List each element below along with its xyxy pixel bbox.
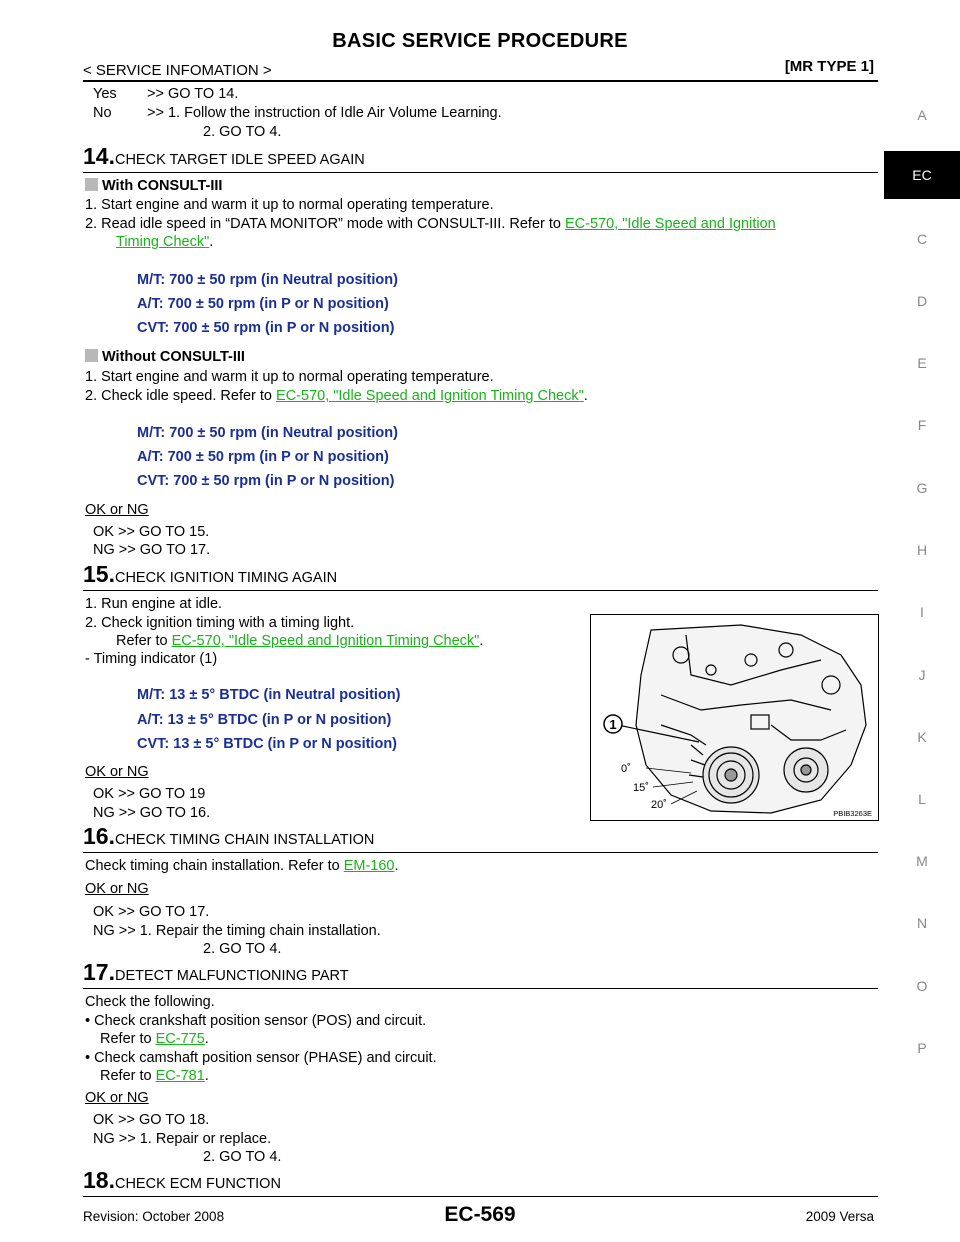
step-17-line-5 [100,1067,209,1086]
step-17-number: 17. [83,959,115,985]
without-consult-heading [85,349,245,365]
step-17-ok: OK >> GO TO 18. [93,1112,210,1128]
no-action-1: >> 1. Follow the instruction of Idle Air Volume Learning. [147,105,502,121]
step-16-ng-1: NG >> 1. Repair the timing chain installation. [93,923,381,939]
step-14-title: CHECK TARGET IDLE SPEED AGAIN [114,152,365,168]
page-title: BASIC SERVICE PROCEDURE [332,30,628,52]
step-14-without-1: 1. Start engine and warm it up to normal operating temperature. [85,369,494,385]
page-number: EC-569 [444,1203,516,1226]
header-rule [83,80,878,82]
footer-model: 2009 Versa [805,1209,874,1224]
step-16-heading [83,823,374,850]
no-label: No [93,105,112,121]
step-18-heading [83,1167,281,1194]
step-14-with-2-text: 2. Read idle speed in “DATA MONITOR” mode with CONSULT-III. Refer to [85,216,566,232]
spec-cvt-idle-2: CVT: 700 ± 50 rpm (in P or N position) [137,473,395,489]
idle-speed-link-2[interactable]: EC-570, "Idle Speed and Ignition Timing Check" [276,388,584,404]
engine-illustration [591,615,878,820]
step-15-line-3 [116,632,483,651]
em-160-link[interactable]: EM-160 [343,858,395,874]
spec-mt-idle-2: M/T: 700 ± 50 rpm (in Neutral position) [137,425,398,441]
side-index-o[interactable]: O [916,978,928,994]
side-index-n[interactable]: N [916,915,928,931]
spec-at-timing: A/T: 13 ± 5° BTDC (in P or N position) [137,712,392,728]
ok-or-ng-14: OK or NG [85,502,149,518]
figure-code: PBIB3263E [833,809,872,818]
step-14-ng: NG >> GO TO 17. [93,542,211,558]
step-17-rule [83,988,878,989]
step-17-line-4: • Check camshaft position sensor (PHASE) and circuit. [85,1050,437,1066]
step-14-without-2 [85,387,588,406]
spec-at-idle-2: A/T: 700 ± 50 rpm (in P or N position) [137,449,389,465]
spec-mt-timing: M/T: 13 ± 5° BTDC (in Neutral position) [137,687,401,703]
yes-action: >> GO TO 14. [147,86,239,102]
step-17-ng-2: 2. GO TO 4. [203,1149,282,1165]
step-16-ok: OK >> GO TO 17. [93,904,210,920]
mark-0-label: 0˚ [621,763,631,775]
refer-to: Refer to [116,633,172,649]
with-consult-label: With CONSULT-III [102,178,223,194]
ok-or-ng-16: OK or NG [85,881,149,897]
ignition-timing-link[interactable]: EC-570, "Idle Speed and Ignition Timing Check" [171,633,480,649]
spec-cvt-timing: CVT: 13 ± 5° BTDC (in P or N position) [137,736,398,752]
step-15-number: 15. [83,561,115,587]
step-17-line-3 [100,1030,209,1049]
callout-1-label: 1 [609,717,617,732]
step-14-ok: OK >> GO TO 15. [93,524,210,540]
step-16-title: CHECK TIMING CHAIN INSTALLATION [114,832,375,848]
step-18-title: CHECK ECM FUNCTION [114,1176,281,1192]
step-14-with-1: 1. Start engine and warm it up to normal operating temperature. [85,197,494,213]
without-consult-label: Without CONSULT-III [102,349,245,365]
step-15-title: CHECK IGNITION TIMING AGAIN [114,570,338,586]
period: . [204,1031,209,1047]
ok-or-ng-17: OK or NG [85,1090,149,1106]
side-index-a[interactable]: A [917,107,927,123]
side-index-i[interactable]: I [920,604,924,620]
period: . [583,388,588,404]
consult-tool-icon [85,178,98,191]
ec-781-link[interactable]: EC-781 [155,1068,205,1084]
step-15-line-2: 2. Check ignition timing with a timing light. [85,615,355,631]
side-index-j[interactable]: J [918,667,926,683]
side-index-c[interactable]: C [916,231,928,247]
mark-15-label: 15˚ [633,782,649,794]
no-tool-icon [85,349,98,362]
with-consult-heading [85,178,222,194]
idle-speed-link-cont[interactable]: Timing Check" [116,234,210,250]
side-index-p[interactable]: P [917,1040,927,1056]
step-16-number: 16. [83,823,115,849]
step-14-number: 14. [83,143,115,169]
side-index-l[interactable]: L [918,791,926,807]
idle-speed-link[interactable]: EC-570, "Idle Speed and Ignition [565,216,776,232]
step-17-title: DETECT MALFUNCTIONING PART [114,968,349,984]
refer-to: Refer to [100,1031,156,1047]
step-14-with-2-cont [116,233,213,252]
spec-at-idle: A/T: 700 ± 50 rpm (in P or N position) [137,296,389,312]
step-15-line-4: - Timing indicator (1) [85,651,218,667]
step-18-number: 18. [83,1167,115,1193]
side-index-d[interactable]: D [916,293,928,309]
step-18-rule [83,1196,878,1197]
refer-to: Refer to [100,1068,156,1084]
yes-label: Yes [93,86,117,102]
spec-mt-idle: M/T: 700 ± 50 rpm (in Neutral position) [137,272,398,288]
side-index-e[interactable]: E [917,355,927,371]
timing-indicator-figure [590,614,879,821]
period: . [479,633,484,649]
mark-20-label: 20˚ [651,799,667,811]
step-15-ok: OK >> GO TO 19 [93,786,206,802]
step-17-ng-1: NG >> 1. Repair or replace. [93,1131,272,1147]
step-15-line-1: 1. Run engine at idle. [85,596,223,612]
step-14-rule [83,172,878,173]
step-15-ng: NG >> GO TO 16. [93,805,211,821]
header-section: < SERVICE INFOMATION > [83,62,272,79]
step-17-line-2: • Check crankshaft position sensor (POS) and circuit. [85,1013,427,1029]
step-16-ng-2: 2. GO TO 4. [203,941,282,957]
period: . [394,858,399,874]
ec-775-link[interactable]: EC-775 [155,1031,205,1047]
step-17-line-1: Check the following. [85,994,215,1010]
step-14-without-2-text: 2. Check idle speed. Refer to [85,388,277,404]
step-15-heading [83,561,337,588]
side-index-m[interactable]: M [916,853,928,869]
header-engine-type: [MR TYPE 1] [784,58,874,75]
step-14-with-2 [85,215,776,234]
step-15-rule [83,590,878,591]
step-14-heading [83,143,365,170]
no-action-2: 2. GO TO 4. [203,124,282,140]
side-index-h[interactable]: H [916,542,928,558]
period: . [209,234,214,250]
period: . [204,1068,209,1084]
spec-cvt-idle: CVT: 700 ± 50 rpm (in P or N position) [137,320,395,336]
ok-or-ng-15: OK or NG [85,764,149,780]
side-index-g[interactable]: G [916,480,928,496]
side-index-f[interactable]: F [917,417,927,433]
step-17-heading [83,959,349,986]
step-16-rule [83,852,878,853]
step-16-line [85,857,399,876]
side-index-ec[interactable]: EC [884,151,960,199]
step-16-text: Check timing chain installation. Refer to [85,858,344,874]
footer-revision: Revision: October 2008 [83,1209,225,1224]
side-index-k[interactable]: K [917,729,927,745]
